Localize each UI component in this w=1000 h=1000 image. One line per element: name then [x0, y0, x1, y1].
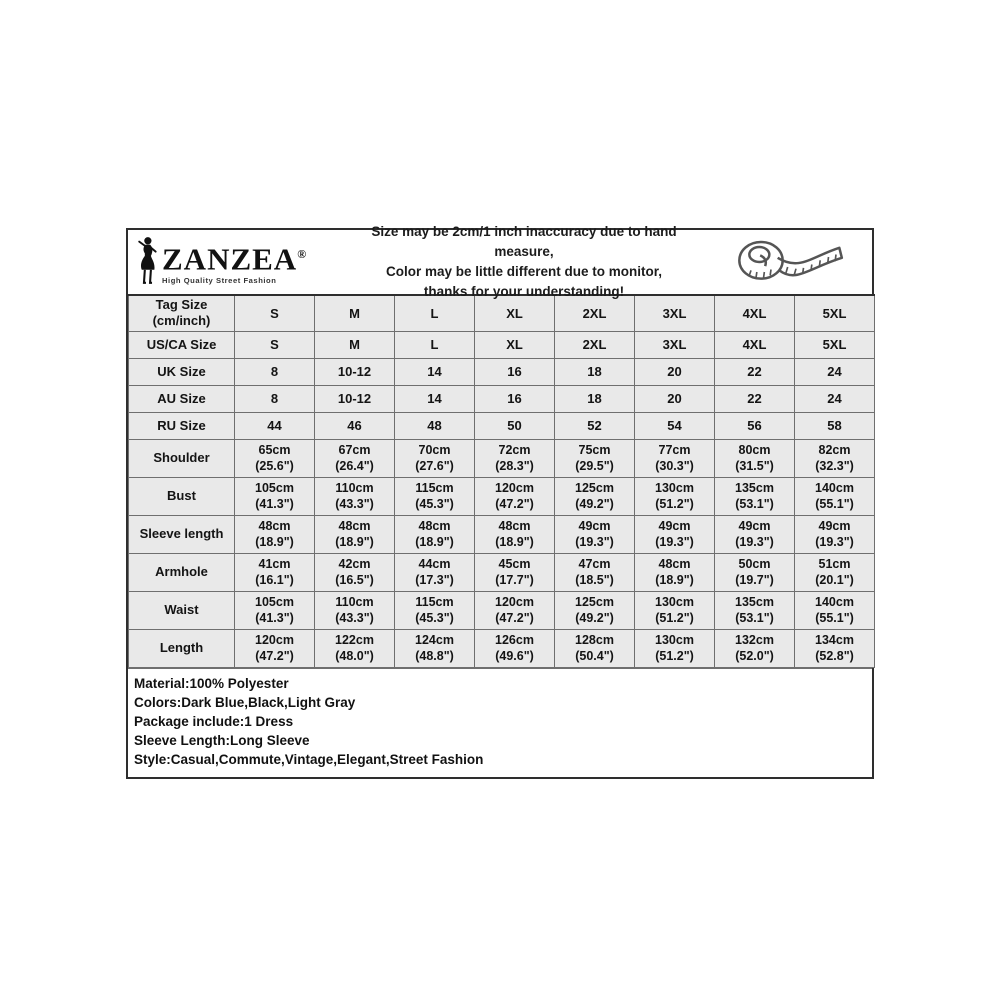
table-row [129, 553, 875, 591]
table-cell [235, 591, 315, 629]
row-label [129, 515, 235, 553]
cell-text: 115cm [415, 595, 454, 609]
table-cell [395, 331, 475, 358]
row-label [129, 477, 235, 515]
cell-text: 65cm [258, 443, 291, 457]
cell-text: 10-12 [337, 391, 372, 406]
table-cell [395, 553, 475, 591]
cell-text: 48cm [258, 519, 291, 533]
table-row [129, 385, 875, 412]
measuring-tape-icon [718, 232, 854, 292]
cell-text: 115cm [415, 481, 454, 495]
table-cell [555, 412, 635, 439]
table-cell [235, 412, 315, 439]
cell-text: (29.5") [575, 459, 614, 473]
table-cell [795, 629, 875, 667]
table-cell [315, 385, 395, 412]
table-cell [795, 515, 875, 553]
cell-text: 48cm [658, 557, 691, 571]
cell-text: (45.3") [415, 497, 454, 511]
cell-text: (18.9") [655, 573, 694, 587]
table-cell [315, 515, 395, 553]
cell-text: (48.0") [335, 649, 374, 663]
table-cell [795, 385, 875, 412]
column-header-cell [795, 295, 875, 331]
cell-text: 3XL [662, 305, 687, 321]
table-row [129, 439, 875, 477]
cell-text: S [270, 305, 279, 321]
cell-text: 48cm [338, 519, 371, 533]
cell-text: (19.7") [735, 573, 774, 587]
table-row [129, 331, 875, 358]
row-label [129, 591, 235, 629]
cell-text: Armhole [155, 564, 208, 579]
cell-text: 46 [347, 418, 362, 433]
table-cell [555, 358, 635, 385]
cell-text: 45cm [498, 557, 531, 571]
info-line-package: Package include:1 Dress [134, 713, 294, 729]
table-cell [475, 358, 555, 385]
cell-text: 105cm [255, 595, 294, 609]
size-notice [342, 222, 706, 302]
cell-text: (47.2") [495, 611, 534, 625]
notice-line-2: Color may be little different due to monitor, [385, 264, 663, 279]
info-line-style: Style:Casual,Commute,Vintage,Elegant,Street Fashion [134, 751, 484, 767]
cell-text: UK Size [157, 363, 206, 379]
cell-text: 5XL [822, 305, 847, 321]
cell-text: 77cm [658, 443, 691, 457]
brand-name [162, 239, 307, 277]
cell-text: 48 [427, 418, 442, 433]
table-cell [315, 477, 395, 515]
table-cell [635, 412, 715, 439]
size-chart-panel [126, 224, 874, 779]
table-cell [475, 477, 555, 515]
table-cell [795, 477, 875, 515]
table-cell [635, 629, 715, 667]
cell-text: 140cm [815, 595, 854, 609]
cell-text: (41.3") [255, 497, 294, 511]
table-cell [715, 553, 795, 591]
cell-text: 128cm [575, 633, 614, 647]
cell-text: (19.3") [735, 535, 774, 549]
cell-text: 8 [270, 364, 279, 379]
table-cell [235, 477, 315, 515]
table-cell [475, 331, 555, 358]
cell-text: (30.3") [655, 459, 694, 473]
table-cell [635, 331, 715, 358]
cell-text: (18.9") [335, 535, 374, 549]
cell-text: 134cm [815, 633, 854, 647]
cell-text: (55.1") [815, 497, 854, 511]
cell-text: (47.2") [495, 497, 534, 511]
cell-text: 135cm [735, 595, 774, 609]
cell-text: (43.3") [335, 611, 374, 625]
cell-text: 49cm [578, 519, 611, 533]
table-cell [715, 385, 795, 412]
notice-line-3: thanks for your understanding! [423, 284, 625, 299]
table-cell [475, 591, 555, 629]
cell-text: 122cm [335, 633, 374, 647]
table-cell [315, 412, 395, 439]
table-cell [235, 515, 315, 553]
woman-silhouette-icon [134, 236, 160, 288]
cell-text: 20 [667, 391, 682, 406]
cell-text: (28.3") [495, 459, 534, 473]
table-cell [555, 629, 635, 667]
cell-text: Sleeve length [139, 526, 224, 541]
table-row [129, 629, 875, 667]
table-cell [715, 412, 795, 439]
table-cell [475, 412, 555, 439]
cell-text: Shoulder [153, 450, 210, 465]
table-row [129, 515, 875, 553]
cell-text: (52.0") [735, 649, 774, 663]
table-row [129, 477, 875, 515]
cell-text: 56 [747, 418, 762, 433]
table-cell [715, 439, 795, 477]
table-cell [315, 553, 395, 591]
cell-text: (53.1") [735, 611, 774, 625]
table-cell [635, 515, 715, 553]
cell-text: (25.6") [255, 459, 294, 473]
table-cell [635, 591, 715, 629]
cell-text: L [430, 337, 439, 352]
row-label [129, 385, 235, 412]
table-cell [395, 629, 475, 667]
cell-text: 22 [747, 364, 762, 379]
cell-text: (19.3") [815, 535, 854, 549]
cell-text: (20.1") [815, 573, 854, 587]
cell-text: M [349, 337, 360, 352]
cell-text: 70cm [418, 443, 451, 457]
table-cell [315, 629, 395, 667]
table-cell [235, 385, 315, 412]
cell-text: 140cm [815, 481, 854, 495]
table-cell [635, 553, 715, 591]
cell-text: (49.2") [575, 497, 614, 511]
cell-text: (43.3") [335, 497, 374, 511]
info-line-colors: Colors:Dark Blue,Black,Light Gray [134, 694, 356, 710]
header-band [128, 224, 872, 299]
cell-text: 110cm [335, 481, 374, 495]
table-cell [795, 331, 875, 358]
table-cell [315, 439, 395, 477]
cell-text: (26.4") [335, 459, 374, 473]
cell-text: (51.2") [655, 497, 694, 511]
cell-text: 48cm [418, 519, 451, 533]
cell-text: M [349, 305, 360, 321]
table-cell [635, 358, 715, 385]
cell-text: 20 [667, 364, 682, 379]
cell-text: S [270, 337, 279, 352]
cell-text: (41.3") [255, 611, 294, 625]
cell-text: (19.3") [575, 535, 614, 549]
notice-line-1: Size may be 2cm/1 inch inaccuracy due to hand measure, [371, 224, 677, 259]
cell-text: 130cm [655, 633, 694, 647]
cell-text: 125cm [575, 595, 614, 609]
cell-text: 2XL [582, 305, 607, 321]
tape-area [706, 232, 866, 292]
table-cell [555, 439, 635, 477]
table-cell [395, 385, 475, 412]
table-cell [635, 477, 715, 515]
cell-text: (55.1") [815, 611, 854, 625]
table-row [129, 591, 875, 629]
cell-text: 72cm [498, 443, 531, 457]
cell-text: 48cm [498, 519, 531, 533]
table-cell [555, 553, 635, 591]
table-cell [395, 477, 475, 515]
cell-text: 3XL [662, 337, 687, 352]
row-label [129, 439, 235, 477]
table-cell [715, 477, 795, 515]
cell-text: 120cm [495, 595, 534, 609]
table-cell [555, 477, 635, 515]
cell-text: 8 [270, 391, 279, 406]
cell-text: 49cm [738, 519, 771, 533]
table-cell [635, 385, 715, 412]
cell-text: (52.8") [815, 649, 854, 663]
cell-text: Length [159, 640, 204, 655]
cell-text: (45.3") [415, 611, 454, 625]
cell-text: 24 [827, 391, 842, 406]
cell-text: (48.8") [415, 649, 454, 663]
cell-text: 44 [267, 418, 282, 433]
cell-text: 18 [587, 364, 602, 379]
table-cell [235, 439, 315, 477]
table-cell [235, 331, 315, 358]
table-cell [795, 591, 875, 629]
cell-text: 50 [507, 418, 522, 433]
row-label [129, 412, 235, 439]
row-label [129, 331, 235, 358]
table-cell [315, 591, 395, 629]
cell-text: 126cm [495, 633, 534, 647]
table-cell [715, 591, 795, 629]
table-cell [795, 358, 875, 385]
brand-text-block [162, 239, 306, 284]
cell-text: 4XL [742, 337, 767, 352]
table-cell [235, 629, 315, 667]
cell-text: (27.6") [415, 459, 454, 473]
table-cell [795, 553, 875, 591]
cell-text: 75cm [578, 443, 611, 457]
table-cell [715, 358, 795, 385]
cell-text: (51.2") [655, 611, 694, 625]
cell-text: (32.3") [815, 459, 854, 473]
cell-text: 82cm [818, 443, 851, 457]
product-info-block [128, 668, 872, 777]
cell-text: (17.7") [495, 573, 534, 587]
cell-text: 54 [667, 418, 682, 433]
cell-text: 49cm [658, 519, 691, 533]
cell-text: XL [506, 337, 523, 352]
cell-text: (50.4") [575, 649, 614, 663]
table-cell [315, 331, 395, 358]
cell-text: (47.2") [255, 649, 294, 663]
table-row [129, 412, 875, 439]
table-cell [395, 412, 475, 439]
size-table [128, 294, 875, 668]
cell-text: 120cm [255, 633, 294, 647]
cell-text: 47cm [578, 557, 611, 571]
cell-text: 67cm [338, 443, 371, 457]
cell-text: 130cm [655, 595, 694, 609]
table-cell [475, 515, 555, 553]
cell-text: (51.2") [655, 649, 694, 663]
table-cell [475, 629, 555, 667]
table-cell [475, 385, 555, 412]
cell-text: 14 [427, 391, 442, 406]
cell-text: (cm/inch) [152, 313, 211, 329]
table-cell [555, 331, 635, 358]
cell-text: 49cm [818, 519, 851, 533]
table-cell [715, 629, 795, 667]
cell-text: Tag Size [155, 297, 208, 313]
registered-mark: ® [297, 247, 307, 262]
cell-text: 5XL [822, 337, 847, 352]
table-cell [315, 358, 395, 385]
cell-text: 22 [747, 391, 762, 406]
cell-text: (16.5") [335, 573, 374, 587]
row-label [129, 629, 235, 667]
table-row [129, 358, 875, 385]
cell-text: 50cm [738, 557, 771, 571]
cell-text: (17.3") [415, 573, 454, 587]
table-cell [235, 358, 315, 385]
info-line-material: Material:100% Polyester [134, 675, 289, 691]
table-cell [395, 439, 475, 477]
cell-text: 52 [587, 418, 602, 433]
cell-text: US/CA Size [146, 336, 217, 352]
cell-text: Waist [164, 602, 199, 617]
cell-text: 132cm [735, 633, 774, 647]
cell-text: 42cm [338, 557, 371, 571]
column-header-cell [235, 295, 315, 331]
cell-text: 4XL [742, 305, 767, 321]
table-cell [555, 515, 635, 553]
table-cell [235, 553, 315, 591]
cell-text: L [430, 305, 439, 321]
cell-text: 16 [507, 364, 522, 379]
cell-text: (18.9") [495, 535, 534, 549]
table-cell [795, 439, 875, 477]
cell-text: Bust [167, 488, 196, 503]
row-label [129, 553, 235, 591]
cell-text: 41cm [258, 557, 291, 571]
cell-text: (49.2") [575, 611, 614, 625]
cell-text: (19.3") [655, 535, 694, 549]
table-cell [475, 439, 555, 477]
cell-text: RU Size [157, 417, 206, 433]
table-cell [555, 385, 635, 412]
cell-text: 110cm [335, 595, 374, 609]
cell-text: 124cm [415, 633, 454, 647]
table-cell [715, 331, 795, 358]
table-cell [635, 439, 715, 477]
cell-text: (53.1") [735, 497, 774, 511]
cell-text: 120cm [495, 481, 534, 495]
cell-text: 16 [507, 391, 522, 406]
column-header-cell [715, 295, 795, 331]
table-cell [795, 412, 875, 439]
cell-text: (49.6") [495, 649, 534, 663]
cell-text: 10-12 [337, 364, 372, 379]
table-cell [475, 553, 555, 591]
info-line-sleeve: Sleeve Length:Long Sleeve [134, 732, 310, 748]
row-label [129, 358, 235, 385]
table-cell [715, 515, 795, 553]
cell-text: 130cm [655, 481, 694, 495]
cell-text: AU Size [157, 390, 206, 406]
cell-text: 51cm [818, 557, 851, 571]
cell-text: (18.5") [575, 573, 614, 587]
cell-text: 24 [827, 364, 842, 379]
brand-logo [134, 236, 342, 288]
cell-text: 2XL [582, 337, 607, 352]
brand-name-text: ZANZEA [162, 241, 298, 277]
table-cell [395, 358, 475, 385]
cell-text: 125cm [575, 481, 614, 495]
table-cell [555, 591, 635, 629]
table-cell [395, 515, 475, 553]
brand-tagline: High Quality Street Fashion [162, 275, 277, 285]
cell-text: (31.5") [735, 459, 774, 473]
cell-text: 135cm [735, 481, 774, 495]
cell-text: (18.9") [255, 535, 294, 549]
cell-text: XL [506, 305, 523, 321]
cell-text: 44cm [418, 557, 451, 571]
cell-text: 58 [827, 418, 842, 433]
cell-text: (18.9") [415, 535, 454, 549]
table-cell [395, 591, 475, 629]
cell-text: 105cm [255, 481, 294, 495]
cell-text: 80cm [738, 443, 771, 457]
cell-text: 18 [587, 391, 602, 406]
row-label-tag-size [129, 295, 235, 331]
cell-text: 14 [427, 364, 442, 379]
cell-text: (16.1") [255, 573, 294, 587]
